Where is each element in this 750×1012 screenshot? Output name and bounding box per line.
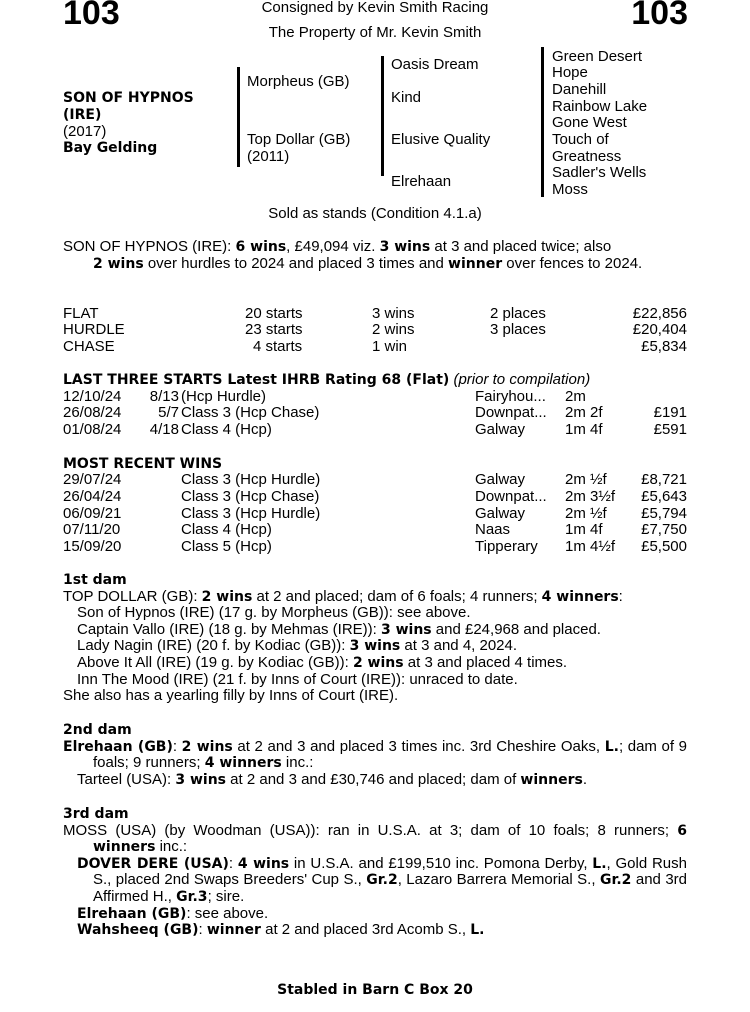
record-row-flat: FLAT 20 starts 3 wins 2 places £22,856 [63, 305, 687, 322]
pedigree-dam: Top Dollar (GB) [247, 131, 351, 148]
recent-win-row-1: 29/07/24 Class 3 (Hcp Hurdle) Galway 2m ½f £8,721 [63, 471, 687, 488]
pedigree-gen3-8: Sadler's Wells [552, 164, 647, 181]
horse-name: SON OF HYPNOS [63, 90, 194, 106]
last-three-heading: LAST THREE STARTS Latest IHRB Rating 68 (Flat) (prior to compilation) [63, 371, 591, 388]
pedigree-bracket-1 [237, 67, 240, 167]
record-row-chase: CHASE 4 starts 1 win £5,834 [63, 338, 687, 355]
horse-name-suffix: (IRE) [63, 107, 102, 123]
pedigree-gen3-9: Moss [552, 181, 588, 198]
third-dam-section [63, 806, 687, 939]
first-dam-yearling: She also has a yearling filly by Inns of Court (IRE). [63, 687, 399, 705]
lot-number-left: 103 [63, 0, 120, 32]
pedigree-dam-dam: Elrehaan [391, 173, 452, 190]
pedigree-gen3-1: Green Desert [552, 48, 643, 65]
pedigree-gen3-4: Rainbow Lake [552, 98, 648, 115]
first-dam-section [63, 572, 687, 705]
third-dam-foal-dover-dere: DOVER DERE (USA): 4 wins in U.S.A. and £199,510 inc. Pomona Derby, L., Gold Rush S., placed 2nd Swaps Breeders' Cup S., Gr.2, Lazaro Barrera Memorial S., Gr.2 and 3rd Affirmed H., Gr.3; sire. [77, 854, 687, 905]
pedigree-gen3-3: Danehill [552, 81, 607, 98]
stabling-info: Stabled in Barn C Box 20 [277, 982, 473, 998]
recent-wins-heading: MOST RECENT WINS [63, 456, 223, 472]
third-dam-foal-elrehaan: Elrehaan (GB): see above. [77, 904, 269, 922]
pedigree-dam-year: (2011) [247, 148, 290, 165]
third-dam-heading: 3rd dam [63, 806, 129, 822]
first-dam-summary: TOP DOLLAR (GB): 2 wins at 2 and placed; dam of 6 foals; 4 runners; 4 winners: [63, 587, 623, 605]
last-start-row-1: 12/10/24 8/13 (Hcp Hurdle) Fairyhou... 2m [63, 388, 586, 405]
first-dam-foal-5: Inn The Mood (IRE) (21 f. by Inns of Court (IRE)): unraced to date. [77, 670, 518, 688]
horse-year: (2017) [63, 123, 107, 140]
first-dam-foal-3: Lady Nagin (IRE) (20 f. by Kodiac (GB)): 3 wins at 3 and 4, 2024. [77, 637, 518, 655]
horse-description: Bay Gelding [63, 140, 158, 156]
pedigree-sire-dam: Kind [391, 89, 422, 106]
third-dam-summary: MOSS (USA) (by Woodman (USA)): ran in U.S.A. at 3; dam of 10 foals; 8 runners; 6 winners inc.: [63, 821, 687, 856]
second-dam-section [63, 722, 687, 788]
property-line: The Property of Mr. Kevin Smith [268, 24, 482, 41]
recent-win-row-5: 15/09/20 Class 5 (Hcp) Tipperary 1m 4½f £5,500 [63, 538, 687, 555]
third-dam-foal-wahsheeq: Wahsheeq (GB): winner at 2 and placed 3rd Acomb S., L. [77, 921, 485, 939]
pedigree-sire: Morpheus (GB) [247, 73, 350, 90]
first-dam-heading: 1st dam [63, 572, 127, 588]
second-dam-heading: 2nd dam [63, 722, 132, 738]
last-start-row-2: 26/08/24 5/7 Class 3 (Hcp Chase) Downpat... 2m 2f £191 [63, 404, 687, 421]
pedigree-dam-sire: Elusive Quality [391, 131, 491, 148]
pedigree-gen3-5: Gone West [552, 114, 627, 131]
consignor: Consigned by Kevin Smith Racing [261, 0, 489, 16]
pedigree-sire-sire: Oasis Dream [391, 56, 479, 73]
pedigree-bracket-3 [541, 47, 544, 197]
recent-win-row-4: 07/11/20 Class 4 (Hcp) Naas 1m 4f £7,750 [63, 521, 687, 538]
last-start-row-3: 01/08/24 4/18 Class 4 (Hcp) Galway 1m 4f £591 [63, 421, 687, 438]
recent-win-row-3: 06/09/21 Class 3 (Hcp Hurdle) Galway 2m ½f £5,794 [63, 505, 687, 522]
recent-win-row-2: 26/04/24 Class 3 (Hcp Chase) Downpat... 2m 3½f £5,643 [63, 488, 687, 505]
first-dam-foal-1: Son of Hypnos (IRE) (17 g. by Morpheus (GB)): see above. [77, 604, 471, 622]
race-summary: SON OF HYPNOS (IRE): 6 wins, £49,094 viz. 3 wins at 3 and placed twice; also 2 wins over hurdles to 2024 and placed 3 times and winner over fences to 2024. [63, 238, 643, 272]
pedigree-gen3-2: Hope [552, 64, 588, 81]
first-dam-foal-2: Captain Vallo (IRE) (18 g. by Mehmas (IRE)): 3 wins and £24,968 and placed. [77, 620, 601, 638]
pedigree-gen3-7: Greatness [552, 148, 622, 165]
record-row-hurdle: HURDLE 23 starts 2 wins 3 places £20,404 [63, 321, 687, 338]
second-dam-summary: Elrehaan (GB): 2 wins at 2 and 3 and placed 3 times inc. 3rd Cheshire Oaks, L.; dam of 9 foals; 9 runners; 4 winners inc.: [63, 737, 687, 772]
second-dam-foal-1: Tarteel (USA): 3 wins at 2 and 3 and £30,746 and placed; dam of winners. [77, 770, 587, 788]
pedigree-gen3-6: Touch of [552, 131, 609, 148]
pedigree-bracket-2 [381, 56, 384, 176]
sale-condition: Sold as stands (Condition 4.1.a) [268, 205, 482, 222]
lot-number-right: 103 [631, 0, 688, 32]
first-dam-foal-4: Above It All (IRE) (19 g. by Kodiac (GB)): 2 wins at 3 and placed 4 times. [77, 653, 568, 671]
